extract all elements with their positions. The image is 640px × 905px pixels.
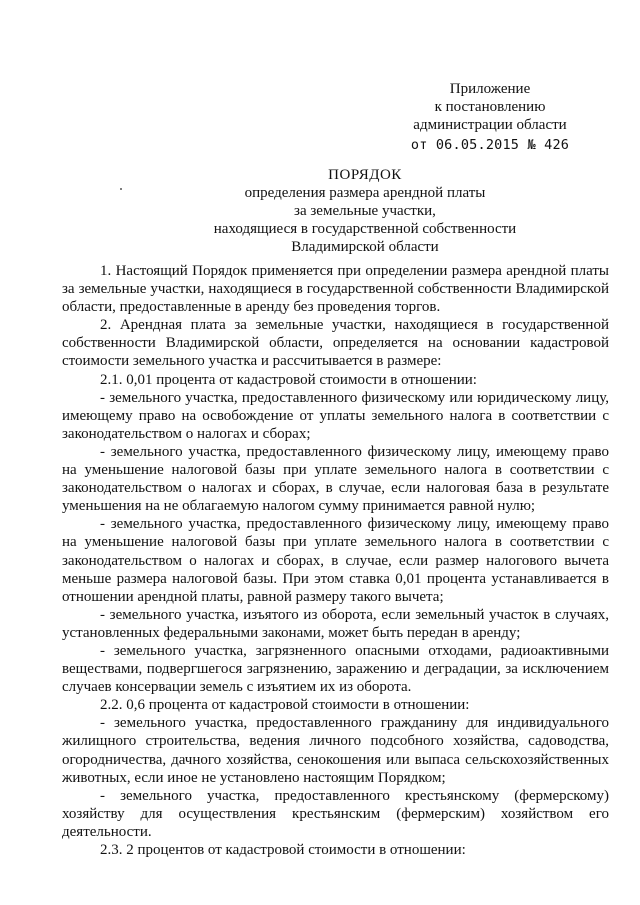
document-title bbox=[150, 166, 580, 256]
appendix-line-1: Приложение bbox=[449, 81, 531, 97]
title-main: ПОРЯДОК bbox=[328, 167, 402, 183]
paragraph-2-1-b: - земельного участка, предоставленного физическому лицу, имеющему право на уменьшение налоговой базы при уплате земельного налога в соответствии с законодательством о налогах и сборах, в случае, если налоговая база в результате уменьшения на не облагаемую налогом сумму принимается равной нулю; bbox=[62, 443, 609, 515]
paragraph-2-1-a: - земельного участка, предоставленного физическому или юридическому лицу, имеющему право на освобождение от уплаты земельного налога в соответствии с законодательством о налогах и сборах; bbox=[62, 389, 609, 442]
title-line-4: Владимирской области bbox=[291, 239, 439, 255]
paragraph-2-1: 2.1. 0,01 процента от кадастровой стоимости в отношении: bbox=[100, 371, 477, 388]
appendix-line-2: к постановлению bbox=[434, 99, 546, 115]
paragraph-2-1-c: - земельного участка, предоставленного физическому лицу, имеющему право на уменьшение налоговой базы при уплате земельного налога в соответствии с законодательством о налогах и сборах, в случае, если размер налогового вычета меньше размера налоговой базы. При этом ставка 0,01 процента устанавливается в отношении арендной платы, равной размеру такого вычета; bbox=[62, 516, 609, 605]
paragraph-1: 1. Настоящий Порядок применяется при определении размера арендной платы за земельные участки, находящиеся в государственной собственности Владимирской области, предоставленные в аренду без проведения торгов. bbox=[62, 263, 609, 316]
paragraph-2-1-e: - земельного участка, загрязненного опасными отходами, радиоактивными веществами, подвергшегося загрязнению, заражению и деградации, за исключением случаев консервации земель с изъятием их из оборота. bbox=[62, 642, 609, 696]
paragraph-2-1-d: - земельного участка, изъятого из оборота, если земельный участок в случаях, установленных федеральными законами, может быть передан в аренду; bbox=[62, 606, 609, 641]
title-line-2: за земельные участки, bbox=[294, 203, 436, 219]
document-body bbox=[62, 262, 609, 859]
appendix-date-line: от 06.05.2015 № 426 bbox=[410, 137, 570, 153]
title-line-3: находящиеся в государственной собственности bbox=[213, 221, 517, 237]
title-line-1: определения размера арендной платы bbox=[244, 185, 486, 201]
paragraph-2-3: 2.3. 2 процентов от кадастровой стоимости в отношении: bbox=[100, 842, 466, 858]
paragraph-2: 2. Арендная плата за земельные участки, находящиеся в государственной собственности Владимирской области, определяется на основании кадастровой стоимости земельного участка и рассчитывается в размере: bbox=[62, 317, 609, 370]
paragraph-2-2-a: - земельного участка, предоставленного гражданину для индивидуального жилищного строительства, ведения личного подсобного хозяйства, садоводства, огородничества, дачного хозяйства, сенокошения или выпаса сельскохозяйственных животных, если иное не установлено настоящим Порядком; bbox=[62, 715, 609, 786]
scan-speck bbox=[120, 188, 122, 190]
paragraph-2-2: 2.2. 0,6 процента от кадастровой стоимости в отношении: bbox=[100, 697, 470, 714]
appendix-line-3: администрации области bbox=[413, 117, 567, 133]
paragraph-2-2-b: - земельного участка, предоставленного крестьянскому (фермерскому) хозяйству для осуществления крестьянским (фермерским) хозяйством его деятельности. bbox=[62, 787, 609, 840]
appendix-header bbox=[390, 80, 590, 154]
